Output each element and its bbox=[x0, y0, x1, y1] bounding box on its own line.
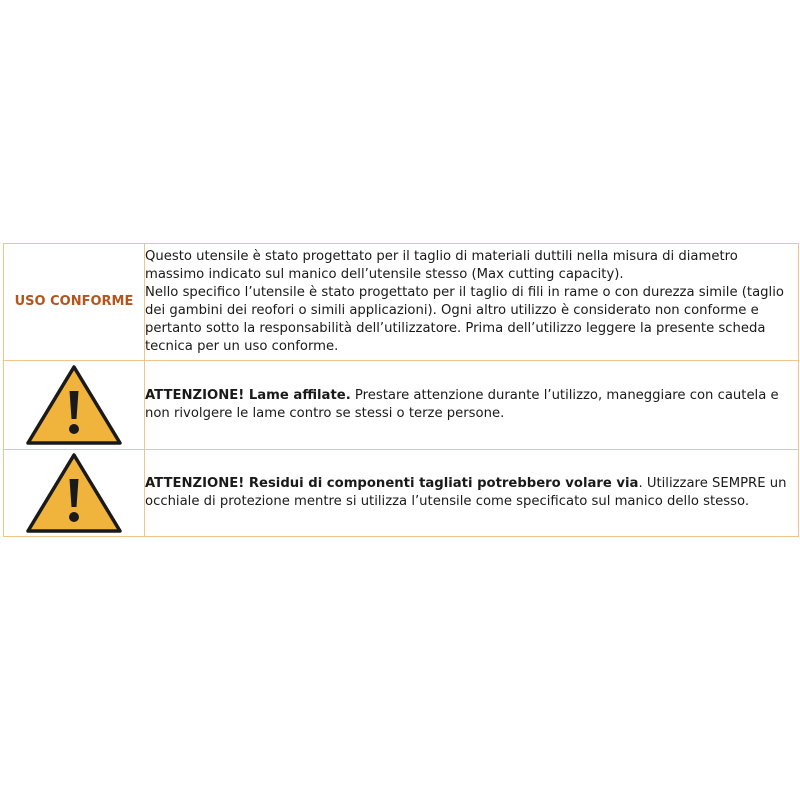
warning-triangle-icon bbox=[24, 451, 124, 535]
warning-icon-cell bbox=[4, 361, 145, 450]
uso-conforme-paragraph-1: Questo utensile è stato progettato per il taglio di materiali duttili nella misura di diametro massimo indicato sul manico dell’utensile stesso (Max cutting capacity). bbox=[145, 249, 738, 282]
uso-conforme-row bbox=[4, 244, 799, 361]
uso-conforme-text-cell bbox=[145, 244, 799, 361]
warning-body: Prestare attenzione durante l’utilizzo, maneggiare con cautela e non rivolgere le lame contro se stessi o terze persone. bbox=[145, 388, 779, 421]
warning-text-cell bbox=[145, 361, 799, 450]
warning-body: . Utilizzare SEMPRE un occhiale di protezione mentre si utilizza l’utensile come specificato sul manico dello stesso. bbox=[145, 476, 787, 509]
uso-conforme-paragraph-2: Nello specifico l’utensile è stato progettato per il taglio di fili in rame o con durezza simile (taglio dei gambini dei reofori o simili applicazioni). Ogni altro utilizzo è considerato non conforme e pertanto sotto la responsabilità dell’utilizzatore. Prima dell’utilizzo leggere la presente scheda tecnica per un uso conforme. bbox=[145, 285, 784, 354]
warning-icon-cell bbox=[4, 450, 145, 537]
warning-text-cell bbox=[145, 450, 799, 537]
uso-conforme-label: USO CONFORME bbox=[14, 294, 134, 309]
warning-triangle-icon bbox=[24, 363, 124, 447]
warning-row-flying-debris bbox=[4, 450, 799, 537]
safety-info-table bbox=[3, 243, 799, 537]
warning-text bbox=[145, 475, 798, 511]
warning-title: ATTENZIONE! Residui di componenti tagliati potrebbero volare via bbox=[145, 476, 639, 491]
uso-conforme-label-cell bbox=[4, 244, 145, 361]
warning-title: ATTENZIONE! Lame affilate. bbox=[145, 388, 351, 403]
warning-row-sharp-blades bbox=[4, 361, 799, 450]
warning-text bbox=[145, 387, 798, 423]
